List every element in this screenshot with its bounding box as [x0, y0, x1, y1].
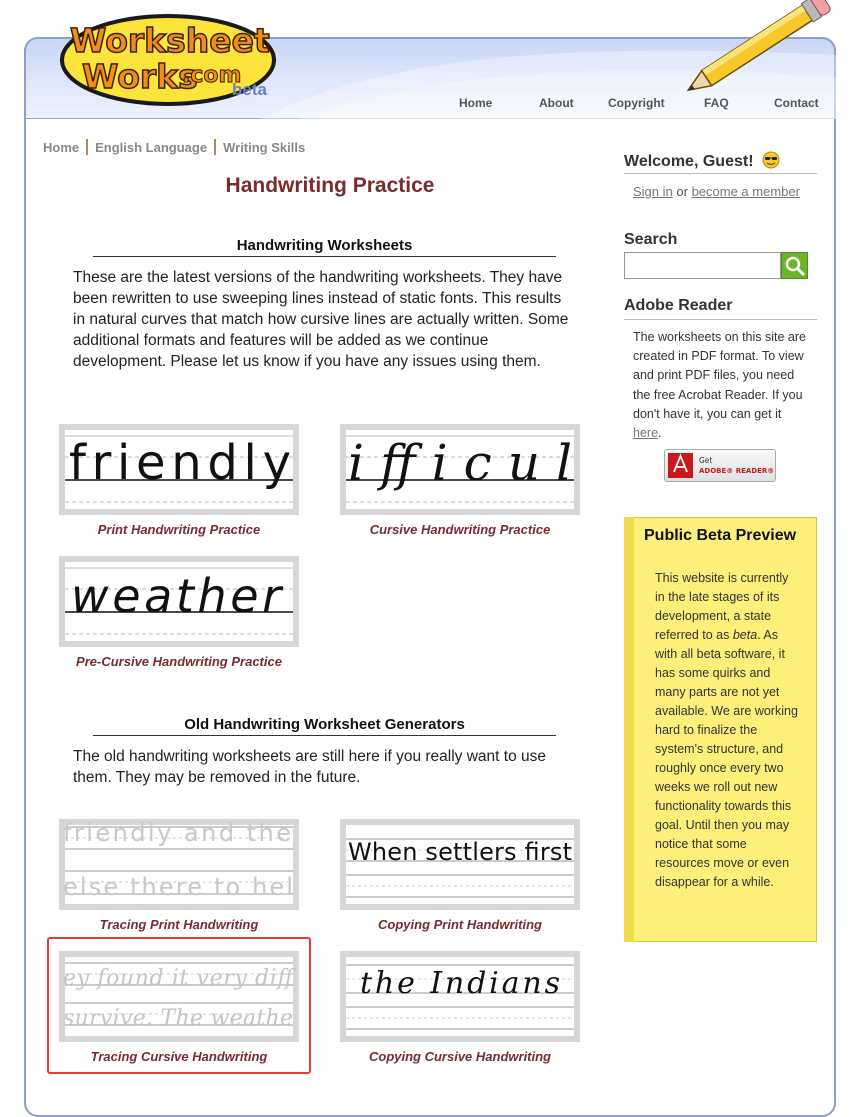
badge-brand-text: ADOBE® READER® [699, 467, 775, 475]
welcome-heading [624, 151, 780, 171]
adobe-reader-here-link[interactable]: here [633, 426, 659, 441]
divider [624, 173, 817, 174]
worksheet-preview [346, 430, 574, 509]
thumb-pre-cursive-handwriting[interactable] [59, 556, 299, 647]
logo-line1: Worksheet [70, 21, 270, 60]
search-input[interactable] [624, 252, 781, 279]
link-pre-cursive-handwriting-practice[interactable]: Pre-Cursive Handwriting Practice [76, 654, 282, 669]
trace-line: friendly and the [63, 819, 291, 847]
beta-panel-accent [624, 517, 634, 942]
search-icon [782, 253, 807, 278]
copy-line: the Indians [360, 966, 560, 1001]
link-cursive-handwriting-practice[interactable]: Cursive Handwriting Practice [369, 522, 551, 537]
link-copying-print-handwriting[interactable]: Copying Print Handwriting [378, 917, 542, 932]
or-text: or [676, 184, 688, 199]
adobe-reader-heading: Adobe Reader [624, 297, 733, 314]
public-beta-title: Public Beta Preview [644, 527, 797, 544]
link-print-handwriting-practice[interactable]: Print Handwriting Practice [97, 522, 261, 537]
search-button[interactable] [781, 252, 808, 279]
nav-home[interactable]: Home [459, 96, 493, 110]
thumb-print-handwriting[interactable] [59, 424, 299, 515]
breadcrumb-separator [86, 139, 88, 155]
sample-word: ifficul [348, 434, 572, 492]
link-tracing-cursive-handwriting[interactable]: Tracing Cursive Handwriting [90, 1049, 268, 1064]
breadcrumb-home[interactable]: Home [43, 140, 80, 155]
worksheet-preview [63, 819, 293, 904]
breadcrumb-english-language[interactable]: English Language [95, 140, 208, 155]
link-copying-cursive-handwriting[interactable]: Copying Cursive Handwriting [368, 1049, 551, 1064]
thumb-tracing-print[interactable] [59, 819, 299, 910]
trace-line: else there to hel [63, 873, 293, 901]
get-adobe-reader-badge[interactable] [664, 449, 776, 482]
sample-word: friendly [69, 435, 291, 491]
sample-word: weather [71, 569, 281, 623]
nav-copyright[interactable]: Copyright [608, 96, 665, 110]
thumb-cursive-handwriting[interactable] [340, 424, 580, 515]
trace-line: ey found it very diff [63, 966, 293, 991]
nav-contact[interactable]: Contact [774, 96, 819, 110]
section-heading-handwriting-worksheets: Handwriting Worksheets [93, 237, 556, 257]
thumb-copying-cursive[interactable] [340, 951, 580, 1042]
copy-line: When settlers first [348, 838, 572, 866]
page-title: Handwriting Practice [225, 174, 435, 197]
worksheet-preview [65, 562, 293, 641]
worksheet-preview [346, 957, 574, 1036]
section-text-old-generators: The old handwriting worksheets are still here if you really want to use them. They may be removed in the future. [73, 748, 546, 786]
badge-get-text: Get [699, 456, 713, 465]
nav-about[interactable]: About [539, 96, 574, 110]
smiley-sunglasses-icon [762, 151, 780, 169]
sign-in-link[interactable]: Sign in [633, 184, 673, 199]
adobe-reader-logo [665, 450, 775, 481]
trace-line: survive. The weathe [63, 1006, 293, 1031]
pencil-icon [670, 2, 840, 94]
worksheet-preview [346, 825, 574, 904]
welcome-text: Welcome, Guest! [624, 153, 754, 170]
account-links [633, 184, 800, 199]
divider [624, 319, 817, 320]
breadcrumb-writing-skills[interactable]: Writing Skills [223, 140, 306, 155]
nav-faq[interactable]: FAQ [704, 96, 729, 110]
thumb-copying-print[interactable] [340, 819, 580, 910]
logo-dotcom: .com [182, 63, 242, 88]
logo-beta-label: beta [232, 80, 267, 99]
worksheet-preview [65, 430, 293, 509]
link-tracing-print-handwriting[interactable]: Tracing Print Handwriting [99, 917, 259, 932]
breadcrumb-separator [214, 139, 216, 155]
adobe-reader-text: The worksheets on this site are created in PDF format. To view and print PDF files, you need the free Acrobat Reader. If you don't have it, you can get it here. [633, 330, 806, 441]
selection-highlight [47, 937, 311, 1074]
section-text-handwriting-worksheets: These are the latest versions of the handwriting worksheets. They have been rewritten to use sweeping lines instead of static fonts. This results in natural curves that match how cursive lines are actually written. Some additional formats and features will be added as we continue development. Please let us know if you have any issues using them. [73, 269, 569, 370]
section-heading-old-generators: Old Handwriting Worksheet Generators [93, 716, 556, 736]
become-member-link[interactable]: become a member [691, 184, 800, 199]
breadcrumb [43, 139, 305, 155]
logo-line2: Works [82, 57, 198, 96]
search-heading: Search [624, 231, 678, 248]
public-beta-text: This website is currently in the late stages of its development, a state referred to as beta. As with all beta software, it has some quirks and many parts are not yet available. We are working hard to finalize the system's structure, and roughly once every two weeks we roll out new functionality towards this goal. Until then you may notice that some resources move or even disappear for a while. [655, 571, 798, 889]
